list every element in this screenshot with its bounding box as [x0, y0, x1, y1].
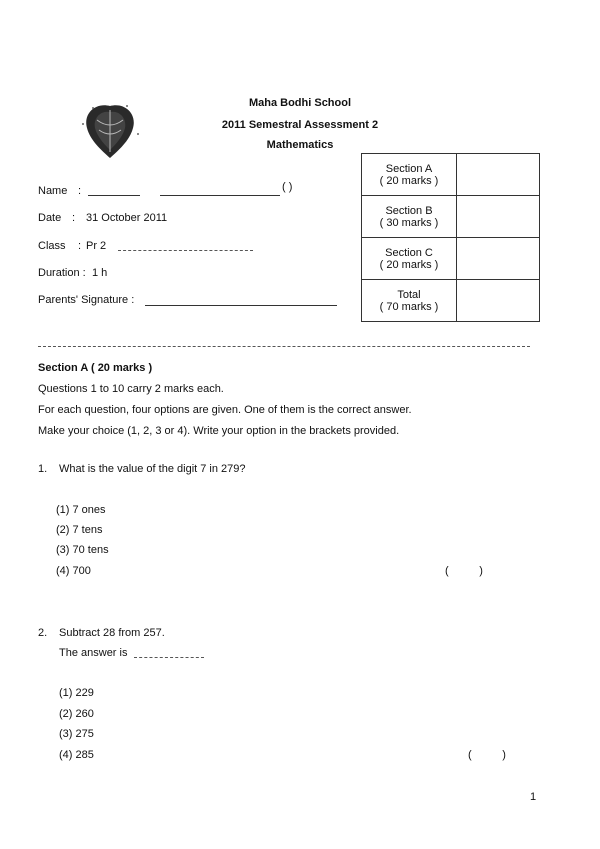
marks-section-cell — [362, 196, 457, 238]
section-name: Section C — [385, 246, 433, 259]
marks-row-total — [362, 280, 540, 322]
name-line-2[interactable] — [160, 195, 280, 196]
class-colon: : — [78, 240, 82, 252]
parents-signature-label: Parents' Signature : — [38, 294, 135, 306]
option: (2) 7 tens — [56, 524, 103, 536]
school-name: Maha Bodhi School — [248, 97, 352, 109]
parents-signature-line[interactable] — [145, 305, 337, 306]
class-label: Class — [38, 240, 66, 252]
section-marks: ( 70 marks ) — [379, 300, 439, 313]
marks-section-cell — [362, 238, 457, 280]
option: (4) 285 — [59, 749, 94, 761]
section-marks: ( 20 marks ) — [379, 258, 439, 271]
score-cell[interactable] — [457, 196, 540, 238]
marks-row-section-a — [362, 154, 540, 196]
assessment-title: 2011 Semestral Assessment 2 — [221, 119, 379, 131]
date-label: Date — [38, 212, 62, 224]
question-number: 2. — [38, 627, 48, 639]
name-colon: : — [78, 185, 82, 197]
instruction-line: Questions 1 to 10 carry 2 marks each. — [38, 383, 224, 395]
answer-brackets[interactable]: ( ) — [468, 749, 506, 761]
section-name: Total — [397, 288, 421, 301]
score-cell[interactable] — [457, 238, 540, 280]
duration-label: Duration : — [38, 267, 86, 279]
score-cell[interactable] — [457, 280, 540, 322]
section-a-title: Section A ( 20 marks ) — [38, 362, 153, 374]
score-cell[interactable] — [457, 154, 540, 196]
class-line[interactable] — [118, 250, 253, 251]
question-number: 1. — [38, 463, 48, 475]
marks-section-cell — [362, 154, 457, 196]
header-separator — [38, 346, 530, 347]
option: (1) 229 — [59, 687, 94, 699]
instruction-line: For each question, four options are given. One of them is the correct answer. — [38, 404, 412, 416]
subject-title: Mathematics — [266, 139, 334, 151]
option: (2) 260 — [59, 708, 94, 720]
question-text: What is the value of the digit 7 in 279? — [59, 463, 246, 475]
class-value: Pr 2 — [86, 240, 107, 252]
option: (3) 70 tens — [56, 544, 109, 556]
duration-value: 1 h — [92, 267, 108, 279]
marks-row-section-c — [362, 238, 540, 280]
answer-brackets[interactable]: ( ) — [445, 565, 483, 577]
date-value: 31 October 2011 — [86, 212, 168, 224]
section-name: Section B — [385, 204, 433, 217]
answer-blank-line[interactable] — [134, 657, 204, 658]
instruction-line: Make your choice (1, 2, 3 or 4). Write your option in the brackets provided. — [38, 425, 400, 437]
option: (3) 275 — [59, 728, 94, 740]
section-name: Section A — [385, 162, 433, 175]
register-number-brackets: ( ) — [282, 181, 293, 193]
question-text: Subtract 28 from 257. — [59, 627, 165, 639]
marks-table — [361, 153, 540, 322]
option: (4) 700 — [56, 565, 91, 577]
school-crest-icon — [75, 100, 145, 162]
name-label: Name — [38, 185, 68, 197]
page-number: 1 — [530, 791, 537, 803]
marks-section-cell — [362, 280, 457, 322]
marks-row-section-b — [362, 196, 540, 238]
section-marks: ( 20 marks ) — [379, 174, 439, 187]
option: (1) 7 ones — [56, 504, 106, 516]
date-colon: : — [72, 212, 76, 224]
section-marks: ( 30 marks ) — [379, 216, 439, 229]
name-line-1[interactable] — [88, 195, 140, 196]
question-subtext: The answer is — [59, 647, 128, 659]
